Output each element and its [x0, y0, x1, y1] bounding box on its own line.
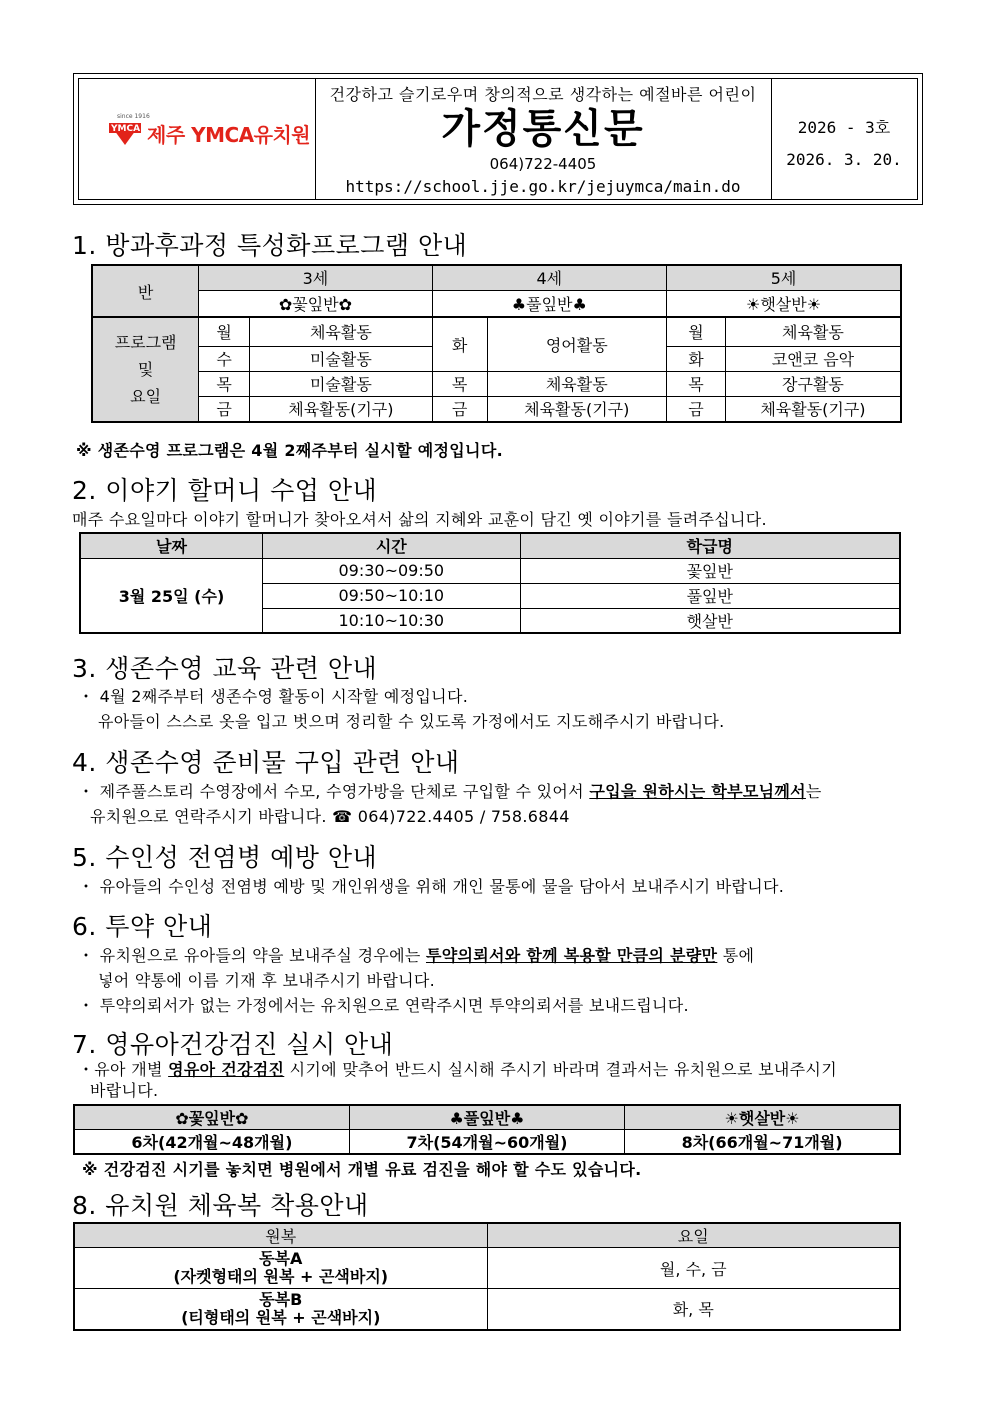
c5-day: 화 [667, 346, 726, 371]
checkup-header: ✿꽃잎반✿ [74, 1105, 349, 1130]
c3-prog: 미술활동 [250, 346, 433, 371]
checkup-value: 7차(54개월~60개월) [349, 1130, 624, 1155]
section-6-line3: ・ 투약의뢰서가 없는 가정에서는 유치원으로 연락주시면 투약의뢰서를 보내드립니다. [78, 996, 689, 1015]
c5-prog: 장구활동 [725, 371, 901, 396]
story-class: 꽃잎반 [520, 558, 900, 583]
newsletter-header [73, 73, 923, 205]
program-table [91, 264, 902, 423]
c3-prog: 체육활동(기구) [250, 396, 433, 422]
c5-day: 금 [667, 396, 726, 422]
checkup-value: 8차(66개월~71개월) [625, 1130, 900, 1155]
story-time: 09:30~09:50 [263, 558, 521, 583]
class5-header: ☀햇살반☀ [667, 290, 901, 317]
class4-header: ♣풀잎반♣ [432, 290, 666, 317]
section-6-line1-c: 통에 [717, 946, 755, 965]
school-url[interactable]: https://school.jje.go.kr/jejuymca/main.do [345, 177, 741, 196]
section-7-title: 7. 영유아건강검진 실시 안내 [72, 1030, 394, 1059]
section-6-line2: 넣어 약통에 이름 기재 후 보내주시기 바랍니다. [98, 971, 436, 990]
uniform-days: 월, 수, 금 [487, 1248, 900, 1289]
story-header-time: 시간 [263, 533, 521, 558]
c3-prog: 미술활동 [250, 371, 433, 396]
section-3-title: 3. 생존수영 교육 관련 안내 [72, 654, 378, 683]
c5-day: 목 [667, 371, 726, 396]
c3-day: 수 [199, 346, 250, 371]
uniform-name: 동복A [259, 1249, 303, 1268]
program-label-line1: 프로그램 [114, 333, 177, 352]
uniform-name: 동복B [259, 1289, 303, 1309]
header-center [315, 79, 772, 199]
section-7-line1 [78, 1057, 837, 1080]
logo-since: since 1916 [117, 113, 150, 120]
section-6-line1-a: ・ 유치원으로 유아들의 약을 보내주실 경우에는 [78, 946, 426, 965]
age4-header: 4세 [432, 265, 666, 290]
story-date: 3월 25일 (수) [80, 558, 263, 633]
program-label-line2: 및 [137, 360, 154, 379]
section-1-title: 1. 방과후과정 특성화프로그램 안내 [72, 231, 468, 260]
uniform-desc: (자켓형태의 원복 + 곤색바지) [173, 1267, 389, 1286]
story-class: 햇살반 [520, 608, 900, 633]
story-header-date: 날짜 [80, 533, 263, 558]
c4-prog: 체육활동(기구) [487, 396, 667, 422]
section-1-note: ※ 생존수영 프로그램은 4월 2째주부터 실시할 예정입니다. [76, 441, 503, 460]
ban-header: 반 [92, 265, 199, 317]
section-6-title: 6. 투약 안내 [72, 912, 213, 941]
c5-prog: 체육활동 [725, 317, 901, 346]
c5-prog: 체육활동(기구) [725, 396, 901, 422]
section-7-line2: 바랍니다. [90, 1081, 159, 1100]
section-3-line2: 유아들이 스스로 옷을 입고 벗으며 정리할 수 있도록 가정에서도 지도해주시기 바랍니다. [98, 712, 725, 731]
story-header-class: 학급명 [520, 533, 900, 558]
c3-day: 월 [199, 317, 250, 346]
c4-day: 금 [432, 396, 487, 422]
section-7-line1-c: 시기에 맞추어 반드시 실시해 주시기 바라며 결과서는 유치원으로 보내주시기 [284, 1060, 837, 1079]
header-issue [771, 79, 917, 199]
checkup-table [73, 1104, 901, 1155]
checkup-header: ♣풀잎반♣ [349, 1105, 624, 1130]
school-phone: 064)722-4405 [489, 155, 597, 173]
story-time: 10:10~10:30 [263, 608, 521, 633]
section-4-line1-c: 는 [805, 782, 822, 801]
age5-header: 5세 [667, 265, 901, 290]
section-4-title: 4. 생존수영 준비물 구입 관련 안내 [72, 748, 460, 777]
section-2-title: 2. 이야기 할머니 수업 안내 [72, 476, 378, 505]
uniform-cell [74, 1248, 487, 1289]
uniform-days: 화, 목 [487, 1289, 900, 1330]
logo-ymca-badge: YMCA [111, 124, 141, 134]
page-title: 가정통신문 [441, 106, 645, 152]
c4-prog: 체육활동 [487, 371, 667, 396]
section-2-desc: 매주 수요일마다 이야기 할머니가 찾아오셔서 삶의 지혜와 교훈이 담긴 옛 이야기를 들려주십니다. [72, 510, 767, 529]
section-7-line1-emphasis: 영유아 건강검진 [168, 1060, 285, 1079]
section-4-line2: 유치원으로 연락주시기 바랍니다. ☎ 064)722.4405 / 758.6844 [90, 807, 570, 826]
program-label [92, 317, 199, 422]
c4-day: 목 [432, 371, 487, 396]
story-time: 09:50~10:10 [263, 583, 521, 608]
issue-number: 2026 - 3호 [797, 118, 891, 137]
section-7-note: ※ 건강검진 시기를 놓치면 병원에서 개별 유료 검진을 해야 할 수도 있습니다. [82, 1160, 642, 1179]
logo-text: 제주 YMCA유치원 [147, 123, 311, 147]
uniform-desc: (티형태의 원복 + 곤색바지) [181, 1307, 381, 1327]
c4-prog: 영어활동 [487, 317, 667, 371]
uniform-cell [74, 1289, 487, 1330]
story-class: 풀잎반 [520, 583, 900, 608]
program-label-line3: 요일 [130, 387, 162, 406]
c5-day: 월 [667, 317, 726, 346]
c5-prog: 코앤코 음악 [725, 346, 901, 371]
uniform-table [73, 1222, 901, 1331]
age3-header: 3세 [199, 265, 432, 290]
story-table [79, 532, 901, 634]
c3-prog: 체육활동 [250, 317, 433, 346]
section-8-title: 8. 유치원 체육복 착용안내 [72, 1191, 369, 1220]
section-5-line1: ・ 유아들의 수인성 전염병 예방 및 개인위생을 위해 개인 물통에 물을 담아서 보내주시기 바랍니다. [78, 877, 785, 896]
c4-day: 화 [432, 317, 487, 371]
checkup-header: ☀햇살반☀ [625, 1105, 900, 1130]
c3-day: 금 [199, 396, 250, 422]
section-7-line1-a: ・유아 개별 [78, 1060, 169, 1079]
section-5-title: 5. 수인성 전염병 예방 안내 [72, 843, 378, 872]
uniform-header: 요일 [487, 1223, 900, 1248]
c3-day: 목 [199, 371, 250, 396]
checkup-value: 6차(42개월~48개월) [74, 1130, 349, 1155]
section-4-line1 [78, 779, 822, 802]
class3-header: ✿꽃잎반✿ [199, 290, 432, 317]
section-6-line1-emphasis: 투약의뢰서와 함께 복용할 만큼의 분량만 [425, 946, 718, 965]
issue-date: 2026. 3. 20. [786, 150, 902, 169]
section-6-line1 [78, 943, 754, 966]
uniform-header: 원복 [74, 1223, 487, 1248]
logo-area [79, 79, 316, 199]
school-motto: 건강하고 슬기로우며 창의적으로 생각하는 예절바른 어린이 [329, 85, 757, 104]
section-3-line1: ・ 4월 2째주부터 생존수영 활동이 시작할 예정입니다. [78, 687, 469, 706]
section-4-line1-emphasis: 구입을 원하시는 학부모님께서 [589, 782, 806, 801]
section-4-line1-a: ・ 제주풀스토리 수영장에서 수모, 수영가방을 단체로 구입할 수 있어서 [78, 782, 590, 801]
